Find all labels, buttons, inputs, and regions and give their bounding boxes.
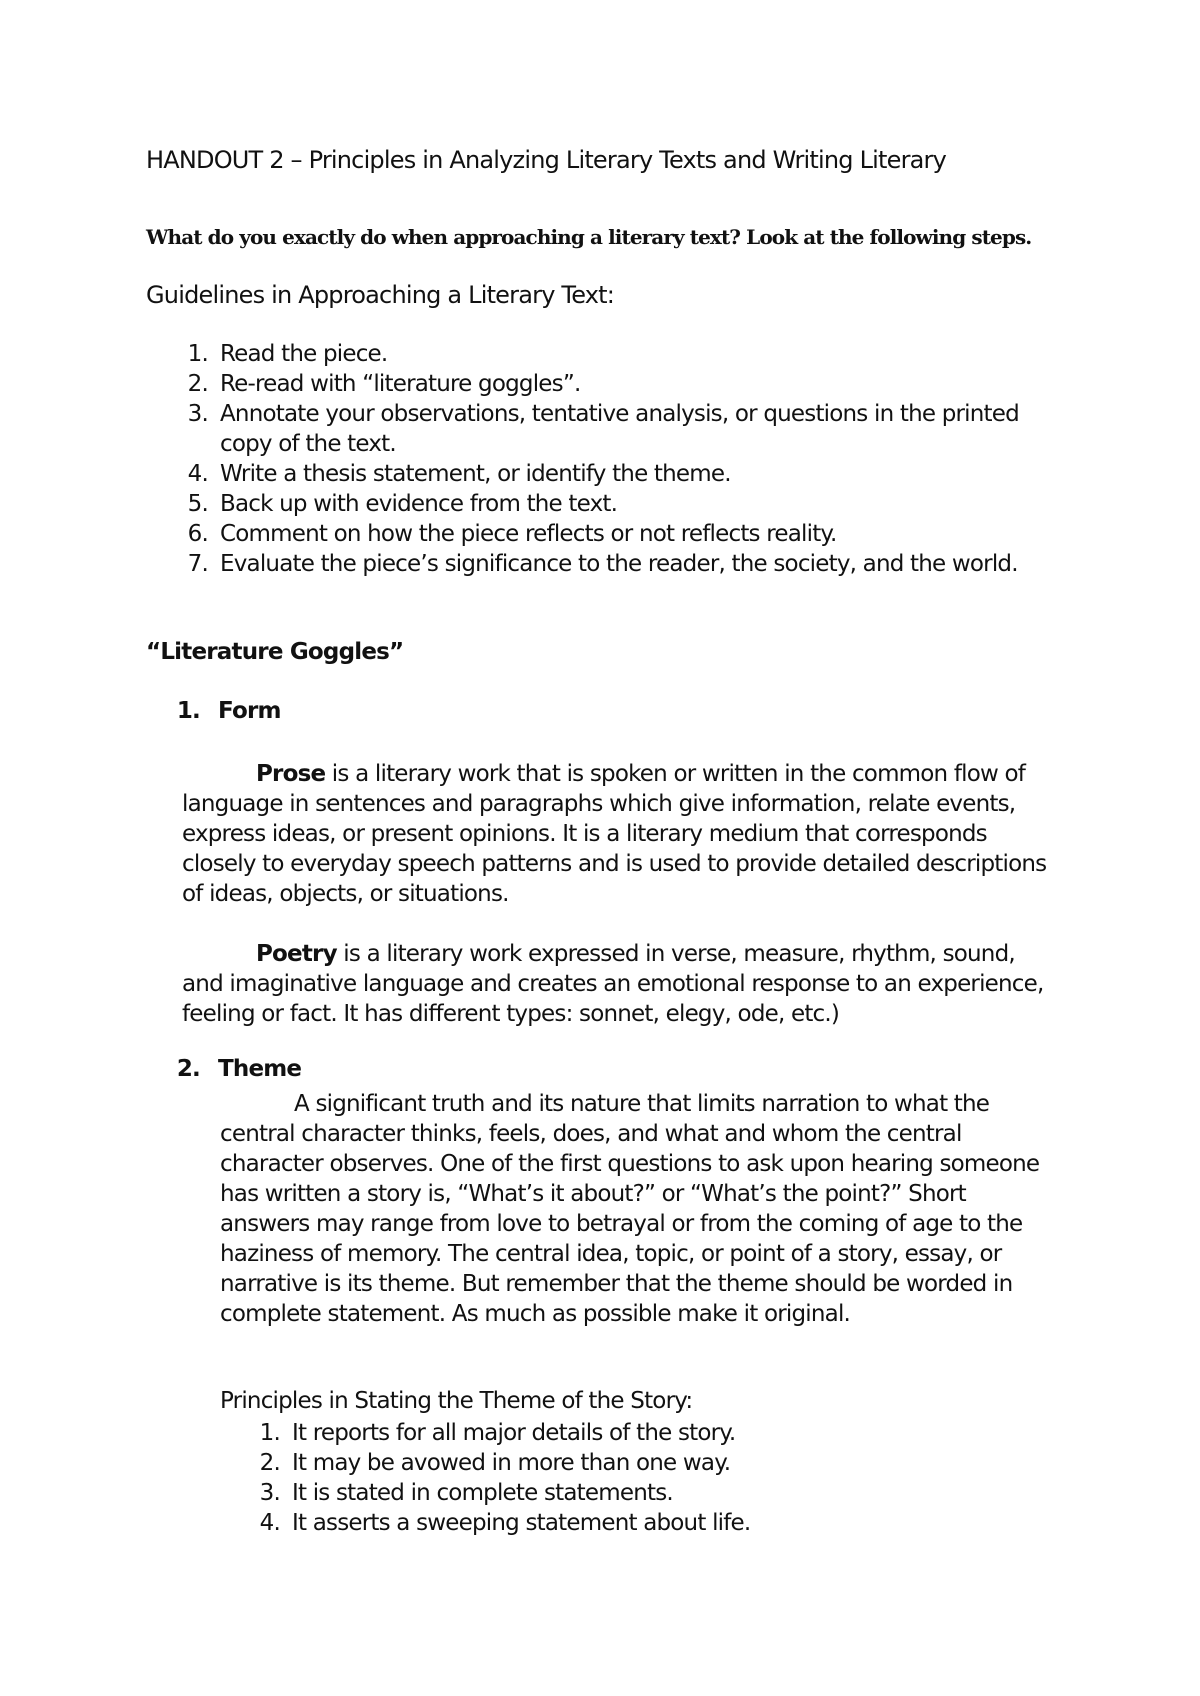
theme-paragraph: A significant truth and its nature that limits narration to what the central character thinks, feels, does, and what and whom the central character observes. One of the first questions to ask upon hearing someone has written a story is, “What’s it about?” or “What’s the point?” Short answers may range from love to betrayal or from the coming of age to the haziness of memory. The central idea, topic, or point of a story, essay, or narrative is its theme. But remember that the theme should be worded in complete statement. As much as possible make it original.: [220, 1091, 1040, 1327]
poetry-paragraph: [182, 939, 1062, 1029]
list-item: [259, 1508, 1052, 1538]
prose-paragraph: [182, 759, 1062, 909]
list-item: [187, 369, 1050, 399]
list-item-text: It may be avowed in more than one way.: [292, 1450, 731, 1476]
list-item-text: It is stated in complete statements.: [292, 1480, 673, 1506]
list-item-text: It reports for all major details of the story.: [292, 1420, 736, 1446]
prose-term: Prose: [256, 761, 326, 787]
list-item: [187, 399, 1050, 459]
list-item: [259, 1478, 1052, 1508]
list-item-text: Re-read with “literature goggles”.: [220, 371, 581, 397]
list-item-number: 4.: [187, 461, 208, 487]
list-item: [187, 459, 1050, 489]
guidelines-heading: Guidelines in Approaching a Literary Text:: [146, 281, 615, 309]
list-item: [187, 549, 1050, 579]
literature-goggles-heading: “Literature Goggles”: [146, 639, 404, 665]
list-item: [187, 519, 1050, 549]
guidelines-steps-list: [187, 339, 1050, 579]
list-item-number: 1.: [187, 341, 208, 367]
list-item: [187, 489, 1050, 519]
principles-heading: Principles in Stating the Theme of the Story:: [220, 1388, 693, 1414]
list-item-number: 4.: [259, 1510, 280, 1536]
list-item-number: 5.: [187, 491, 208, 517]
list-item-number: 1.: [259, 1420, 280, 1446]
intro-question: What do you exactly do when approaching a literary text? Look at the following steps.: [146, 225, 1032, 249]
section-number: 1.: [176, 698, 200, 724]
list-item: [259, 1448, 1052, 1478]
section-title: Theme: [218, 1056, 302, 1082]
page-title: HANDOUT 2 – Principles in Analyzing Literary Texts and Writing Literary: [146, 146, 947, 174]
section-title: Form: [218, 698, 281, 724]
list-item-text: Read the piece.: [220, 341, 388, 367]
list-item-text: Annotate your observations, tentative analysis, or questions in the printed copy of the text.: [220, 401, 1019, 457]
list-item-number: 2.: [187, 371, 208, 397]
list-item-text: Back up with evidence from the text.: [220, 491, 618, 517]
list-item-number: 3.: [187, 401, 208, 427]
list-item: [259, 1418, 1052, 1448]
section-number: 2.: [176, 1056, 200, 1082]
prose-definition: is a literary work that is spoken or written in the common flow of language in sentences and paragraphs which give information, relate events, express ideas, or present opinions. It is a literary medium that corresponds closely to everyday speech patterns and is used to provide detailed descriptions of ideas, objects, or situations.: [182, 761, 1047, 907]
section-theme-heading: [162, 1056, 301, 1082]
principles-list: [259, 1418, 1052, 1538]
list-item: [187, 339, 1050, 369]
poetry-definition: is a literary work expressed in verse, measure, rhythm, sound, and imaginative language and creates an emotional response to an experience, feeling or fact. It has different types: sonnet, elegy, ode, etc.): [182, 941, 1044, 1027]
list-item-number: 6.: [187, 521, 208, 547]
list-item-number: 2.: [259, 1450, 280, 1476]
poetry-term: Poetry: [256, 941, 337, 967]
list-item-number: 3.: [259, 1480, 280, 1506]
section-form-heading: [162, 698, 281, 724]
list-item-number: 7.: [187, 551, 208, 577]
list-item-text: It asserts a sweeping statement about life.: [292, 1510, 751, 1536]
list-item-text: Write a thesis statement, or identify the theme.: [220, 461, 731, 487]
list-item-text: Evaluate the piece’s significance to the reader, the society, and the world.: [220, 551, 1018, 577]
list-item-text: Comment on how the piece reflects or not reflects reality.: [220, 521, 837, 547]
